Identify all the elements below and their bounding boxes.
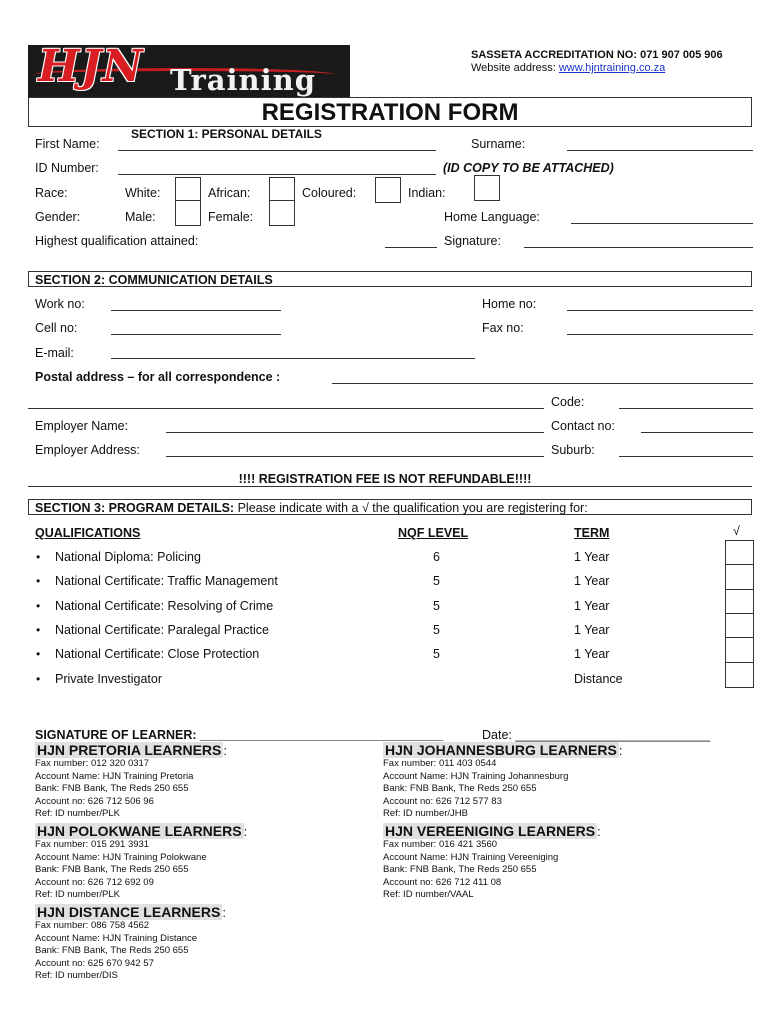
section1-heading: SECTION 1: PERSONAL DETAILS [131, 127, 322, 141]
bank-line: Ref: ID number/PLK [35, 889, 121, 900]
first-name-label: First Name: [35, 137, 100, 151]
program-name: National Diploma: Policing [55, 550, 201, 564]
bank-line: Account no: 626 712 577 83 [383, 795, 502, 807]
bank-line: Account Name: HJN Training Polokwane [35, 851, 207, 863]
home-no-field[interactable] [567, 310, 753, 311]
vereeniging-block [383, 823, 601, 902]
bank-line: Account Name: HJN Training Distance [35, 932, 198, 944]
suburb-label: Suburb: [551, 443, 595, 457]
surname-field[interactable] [567, 150, 753, 151]
suburb-field[interactable] [619, 456, 753, 457]
contact-no-field[interactable] [641, 432, 753, 433]
bullet-icon: • [36, 647, 41, 661]
bank-line: Ref: ID number/VAAL [383, 889, 474, 900]
bank-line: Bank: FNB Bank, The Reds 250 655 [383, 864, 537, 875]
program-nqf: 5 [433, 574, 440, 588]
program-checkbox[interactable] [725, 564, 754, 590]
region-colon: : [618, 743, 623, 758]
section3-note: Please indicate with a √ the qualification you are registering for: [237, 501, 588, 515]
website-line [471, 62, 665, 74]
cell-no-label: Cell no: [35, 321, 78, 335]
program-term: 1 Year [574, 550, 610, 564]
learner-signature-field[interactable]: SIGNATURE OF LEARNER: ___________________________________ [35, 728, 444, 742]
pretoria-block [35, 742, 227, 821]
bank-line: Ref: ID number/JHB [383, 808, 468, 819]
bank-line: Bank: FNB Bank, The Reds 250 655 [383, 783, 537, 794]
date-field[interactable]: Date: ____________________________ [482, 728, 711, 742]
bank-line: Fax number: 011 403 0544 [383, 758, 497, 769]
african-label: African: [208, 186, 251, 200]
surname-label: Surname: [471, 137, 526, 151]
bank-line: Fax number: 086 758 4562 [35, 920, 150, 931]
region-heading: HJN JOHANNESBURG LEARNERS [385, 742, 617, 758]
postal-address-field-2[interactable] [28, 408, 544, 409]
johannesburg-block [383, 742, 622, 821]
region-colon: : [223, 743, 227, 758]
bullet-icon: • [36, 599, 41, 613]
coloured-label: Coloured: [302, 186, 357, 200]
polokwane-block [35, 823, 247, 902]
white-label: White: [125, 186, 161, 200]
region-heading: HJN POLOKWANE LEARNERS [37, 823, 242, 839]
cell-no-field[interactable] [111, 334, 281, 335]
female-label: Female: [208, 210, 254, 224]
fax-no-label: Fax no: [482, 321, 524, 335]
female-checkbox[interactable] [269, 200, 295, 226]
bank-line: Fax number: 015 291 3931 [35, 839, 150, 850]
postal-address-label: Postal address – for all correspondence : [35, 370, 281, 384]
work-no-field[interactable] [111, 310, 281, 311]
program-name: Private Investigator [55, 672, 162, 686]
home-language-field[interactable] [571, 223, 753, 224]
col-term: TERM [574, 526, 610, 540]
logo-hjn-text: HJN [38, 45, 144, 92]
region-colon: : [222, 905, 226, 920]
program-name: National Certificate: Resolving of Crime [55, 599, 274, 613]
region-colon: : [597, 824, 601, 839]
bullet-icon: • [36, 550, 41, 564]
code-label: Code: [551, 395, 585, 409]
bank-line: Account Name: HJN Training Pretoria [35, 770, 194, 782]
employer-name-label: Employer Name: [35, 419, 129, 433]
region-heading: HJN VEREENIGING LEARNERS [385, 823, 596, 839]
id-number-field[interactable] [118, 174, 436, 175]
code-field[interactable] [619, 408, 753, 409]
employer-name-field[interactable] [166, 432, 544, 433]
email-field[interactable] [111, 358, 475, 359]
program-name: National Certificate: Paralegal Practice [55, 623, 269, 637]
male-checkbox[interactable] [175, 200, 201, 226]
signature-label: Signature: [444, 234, 501, 248]
coloured-checkbox[interactable] [375, 177, 401, 203]
first-name-field[interactable] [118, 150, 436, 151]
bank-line: Fax number: 012 320 0317 [35, 758, 150, 769]
contact-no-label: Contact no: [551, 419, 615, 433]
program-nqf: 5 [433, 647, 440, 661]
qualification-field[interactable] [385, 247, 437, 248]
program-name: National Certificate: Traffic Management [55, 574, 278, 588]
region-heading: HJN PRETORIA LEARNERS [37, 742, 222, 758]
website-link[interactable]: www.hjntraining.co.za [558, 62, 666, 74]
section3-heading: SECTION 3: PROGRAM DETAILS: [35, 501, 235, 515]
col-qualifications: QUALIFICATIONS [35, 526, 141, 540]
home-language-label: Home Language: [444, 210, 540, 224]
program-nqf: 5 [433, 623, 440, 637]
bank-line: Account Name: HJN Training Johannesburg [383, 770, 569, 782]
col-nqf-level: NQF LEVEL [398, 526, 469, 540]
male-label: Male: [125, 210, 156, 224]
bank-line: Ref: ID number/PLK [35, 808, 121, 819]
indian-checkbox[interactable] [474, 175, 500, 201]
fee-divider [28, 486, 752, 487]
bank-line: Account Name: HJN Training Vereeniging [383, 851, 559, 863]
bank-line: Account no: 626 712 692 09 [35, 876, 154, 888]
indian-label: Indian: [408, 186, 446, 200]
employer-address-label: Employer Address: [35, 443, 140, 457]
race-label: Race: [35, 186, 68, 200]
work-no-label: Work no: [35, 297, 85, 311]
gender-label: Gender: [35, 210, 81, 224]
program-checkbox[interactable] [725, 589, 754, 615]
section2-heading: SECTION 2: COMMUNICATION DETAILS [28, 271, 752, 287]
bank-line: Bank: FNB Bank, The Reds 250 655 [35, 945, 189, 956]
bank-line: Fax number: 016 421 3560 [383, 839, 498, 850]
accreditation-number: SASSETA ACCREDITATION NO: 071 907 005 906 [471, 49, 723, 61]
bank-line: Account no: 626 712 506 96 [35, 795, 154, 807]
title-box [28, 97, 752, 127]
program-term: 1 Year [574, 623, 610, 637]
program-term: 1 Year [574, 647, 610, 661]
email-label: E-mail: [35, 346, 74, 360]
hjn-training-logo [28, 45, 350, 97]
id-copy-note: (ID COPY TO BE ATTACHED) [443, 161, 614, 175]
program-nqf: 5 [433, 599, 440, 613]
fax-no-field[interactable] [567, 334, 753, 335]
program-term: 1 Year [574, 599, 610, 613]
signature-field[interactable] [524, 247, 753, 248]
bank-line: Bank: FNB Bank, The Reds 250 655 [35, 783, 189, 794]
id-number-label: ID Number: [35, 161, 99, 175]
bullet-icon: • [36, 623, 41, 637]
region-colon: : [243, 824, 248, 839]
bank-line: Bank: FNB Bank, The Reds 250 655 [35, 864, 189, 875]
program-term: 1 Year [574, 574, 610, 588]
website-label: Website address: [471, 62, 559, 74]
program-checkbox[interactable] [725, 540, 754, 566]
bullet-icon: • [36, 672, 41, 686]
bank-line: Account no: 626 712 411 08 [383, 876, 502, 888]
distance-block [35, 904, 226, 983]
qualification-label: Highest qualification attained: [35, 234, 199, 248]
program-checkbox[interactable] [725, 637, 754, 663]
program-nqf: 6 [433, 550, 440, 564]
region-heading: HJN DISTANCE LEARNERS [37, 904, 221, 920]
bullet-icon: • [36, 574, 41, 588]
home-no-label: Home no: [482, 297, 537, 311]
col-check: √ [733, 524, 740, 538]
program-checkbox[interactable] [725, 613, 754, 639]
program-checkbox[interactable] [725, 662, 754, 688]
program-name: National Certificate: Close Protection [55, 647, 260, 661]
bank-line: Account no: 625 670 942 57 [35, 957, 154, 969]
postal-address-field-1[interactable] [332, 383, 753, 384]
page-title: REGISTRATION FORM [261, 99, 519, 126]
section3-heading-bar [28, 499, 752, 515]
employer-address-field[interactable] [166, 456, 544, 457]
fee-notice: !!!! REGISTRATION FEE IS NOT REFUNDABLE!!!! [238, 472, 532, 486]
program-term: Distance [574, 672, 623, 686]
logo-training-text: Training [170, 63, 317, 97]
bank-line: Ref: ID number/DIS [35, 970, 118, 981]
